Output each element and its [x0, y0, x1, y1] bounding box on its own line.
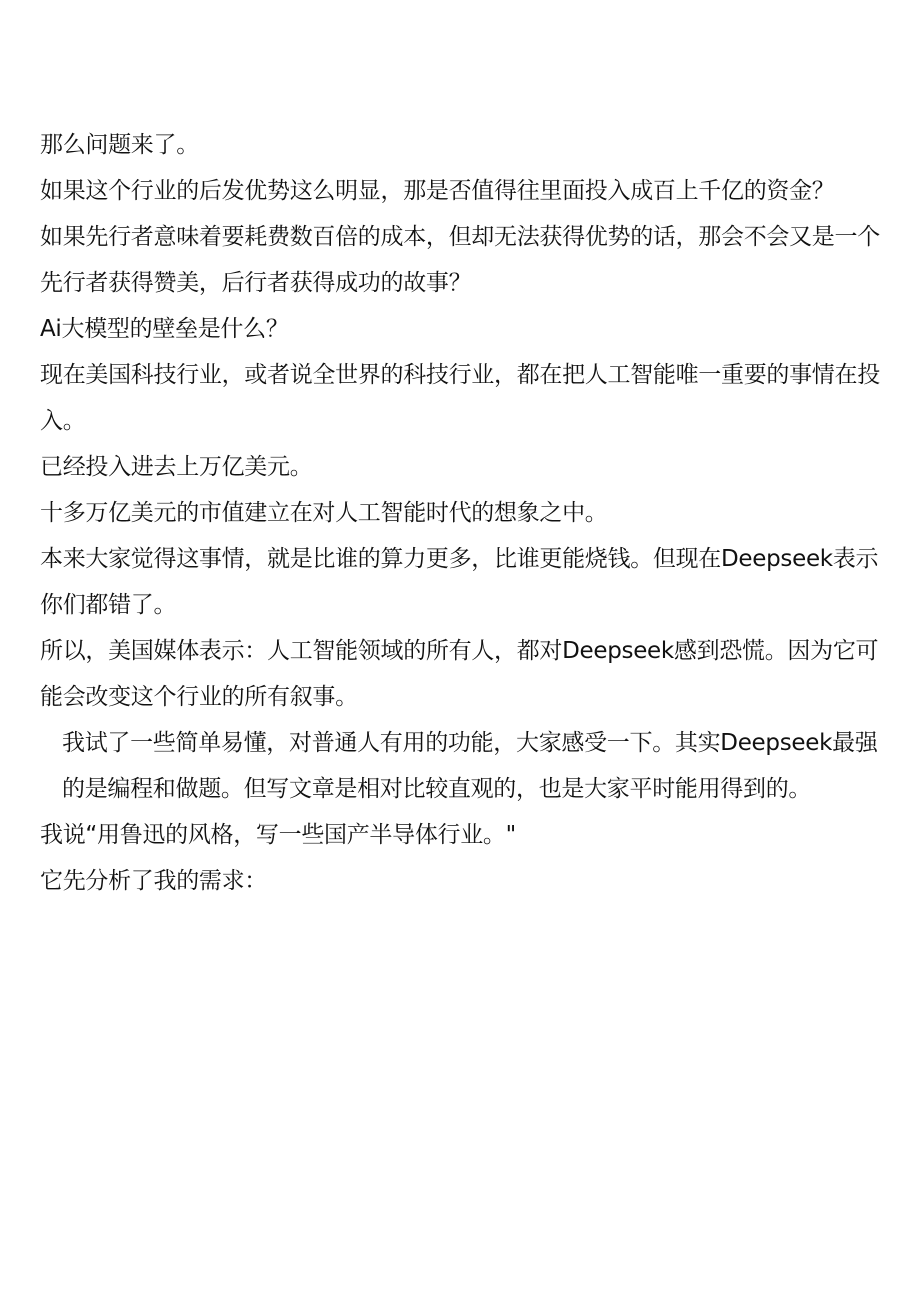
- paragraph: 那么问题来了。: [40, 132, 199, 158]
- paragraph-indented: 我试了一些简单易懂，对普通人有用的功能，大家感受一下。其实Deepseek最强的是编程和做题。但写文章是相对比较直观的，也是大家平时能用得到的。: [62, 730, 878, 802]
- document-body: [40, 122, 880, 904]
- paragraph: 现在美国科技行业，或者说全世界的科技行业，都在把人工智能唯一重要的事情在投入。: [40, 362, 880, 434]
- paragraph: 它先分析了我的需求：: [40, 868, 268, 894]
- paragraph: 如果这个行业的后发优势这么明显，那是否值得往里面投入成百上千亿的资金？: [40, 178, 835, 204]
- paragraph: 本来大家觉得这事情，就是比谁的算力更多，比谁更能烧钱。但现在Deepseek表示你们都错了。: [40, 546, 879, 618]
- paragraph: 十多万亿美元的市值建立在对人工智能时代的想象之中。: [40, 500, 608, 526]
- paragraph: Ai大模型的壁垒是什么？: [40, 316, 289, 342]
- paragraph: 所以，美国媒体表示：人工智能领域的所有人，都对Deepseek感到恐慌。因为它可能会改变这个行业的所有叙事。: [40, 638, 879, 710]
- paragraph: 已经投入进去上万亿美元。: [40, 454, 313, 480]
- paragraph: 如果先行者意味着要耗费数百倍的成本，但却无法获得优势的话，那会不会又是一个先行者获得赞美，后行者获得成功的故事？: [40, 224, 880, 296]
- paragraph: 我说“用鲁迅的风格，写一些国产半导体行业。": [40, 822, 516, 848]
